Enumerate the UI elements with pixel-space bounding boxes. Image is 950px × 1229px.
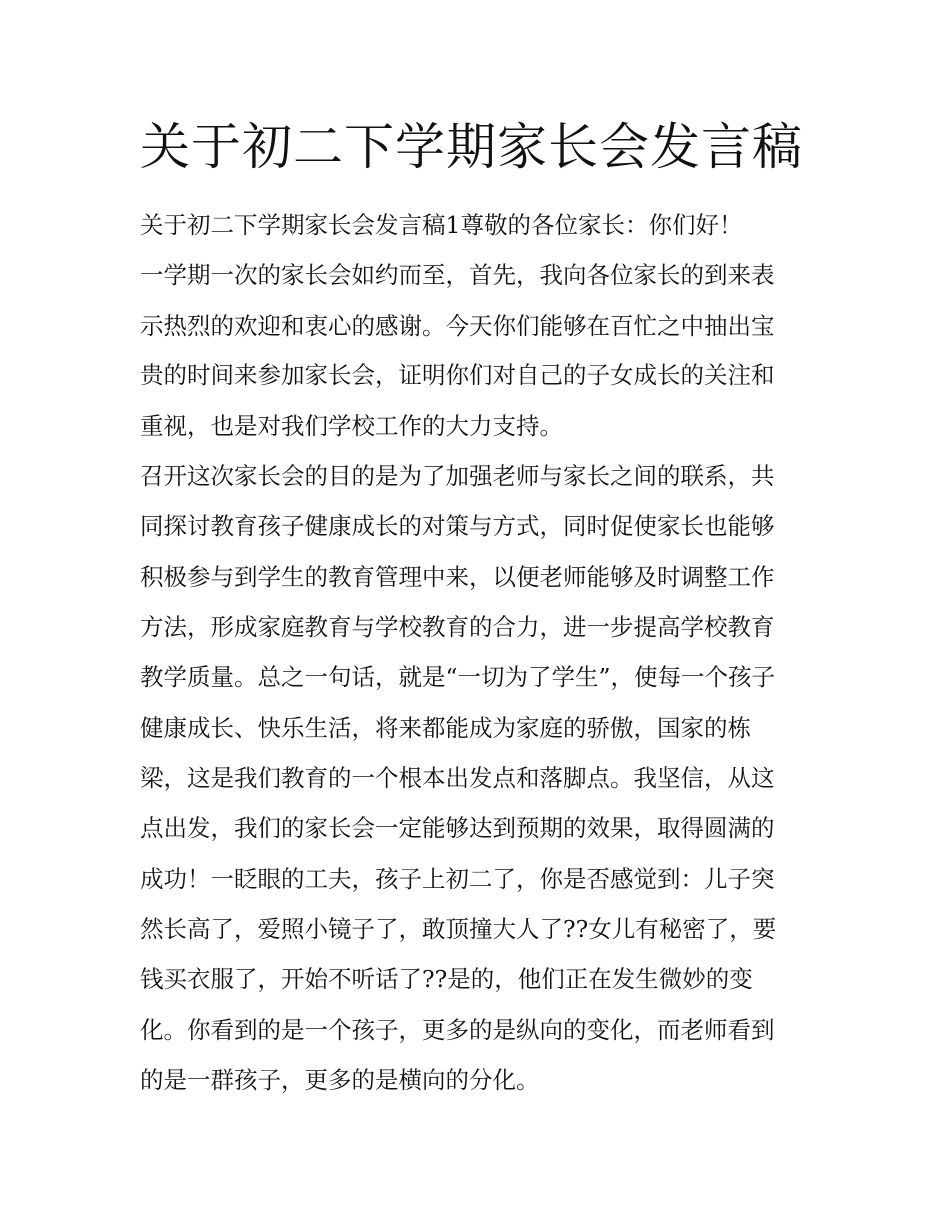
- text-line: 一学期一次的家长会如约而至，首先，我向各位家长的到来表: [140, 261, 775, 289]
- text-line: 方法，形成家庭教育与学校教育的合力，进一步提高学校教育: [140, 613, 775, 641]
- text-line: 化。你看到的是一个孩子，更多的是纵向的变化，而老师看到: [140, 1016, 775, 1044]
- text-line: 贵的时间来参加家长会，证明你们对自己的子女成长的关注和: [140, 361, 775, 389]
- document-title: 关于初二下学期家长会发言稿: [140, 118, 803, 176]
- text-line: 然长高了，爱照小镜子了，敢顶撞大人了??女儿有秘密了，要: [140, 915, 777, 943]
- text-line: 教学质量。总之一句话，就是“一切为了学生”，使每一个孩子: [140, 663, 776, 691]
- text-line: 同探讨教育孩子健康成长的对策与方式，同时促使家长也能够: [140, 512, 775, 540]
- text-line: 的是一群孩子，更多的是横向的分化。: [140, 1066, 540, 1094]
- text-line: 召开这次家长会的目的是为了加强老师与家长之间的联系，共: [140, 462, 775, 490]
- text-line: 关于初二下学期家长会发言稿1尊敬的各位家长：你们好！: [140, 211, 743, 239]
- text-line: 示热烈的欢迎和衷心的感谢。今天你们能够在百忙之中抽出宝: [140, 312, 775, 340]
- text-line: 积极参与到学生的教育管理中来，以便老师能够及时调整工作: [140, 563, 775, 591]
- text-line: 重视，也是对我们学校工作的大力支持。: [140, 412, 563, 440]
- text-line: 成功！一眨眼的工夫，孩子上初二了，你是否感觉到：儿子突: [140, 865, 775, 893]
- text-line: 钱买衣服了，开始不听话了??是的，他们正在发生微妙的变: [140, 965, 753, 993]
- text-line: 点出发，我们的家长会一定能够达到预期的效果，取得圆满的: [140, 814, 775, 842]
- text-line: 梁，这是我们教育的一个根本出发点和落脚点。我坚信，从这: [140, 764, 775, 792]
- text-line: 健康成长、快乐生活，将来都能成为家庭的骄傲，国家的栋: [140, 714, 751, 742]
